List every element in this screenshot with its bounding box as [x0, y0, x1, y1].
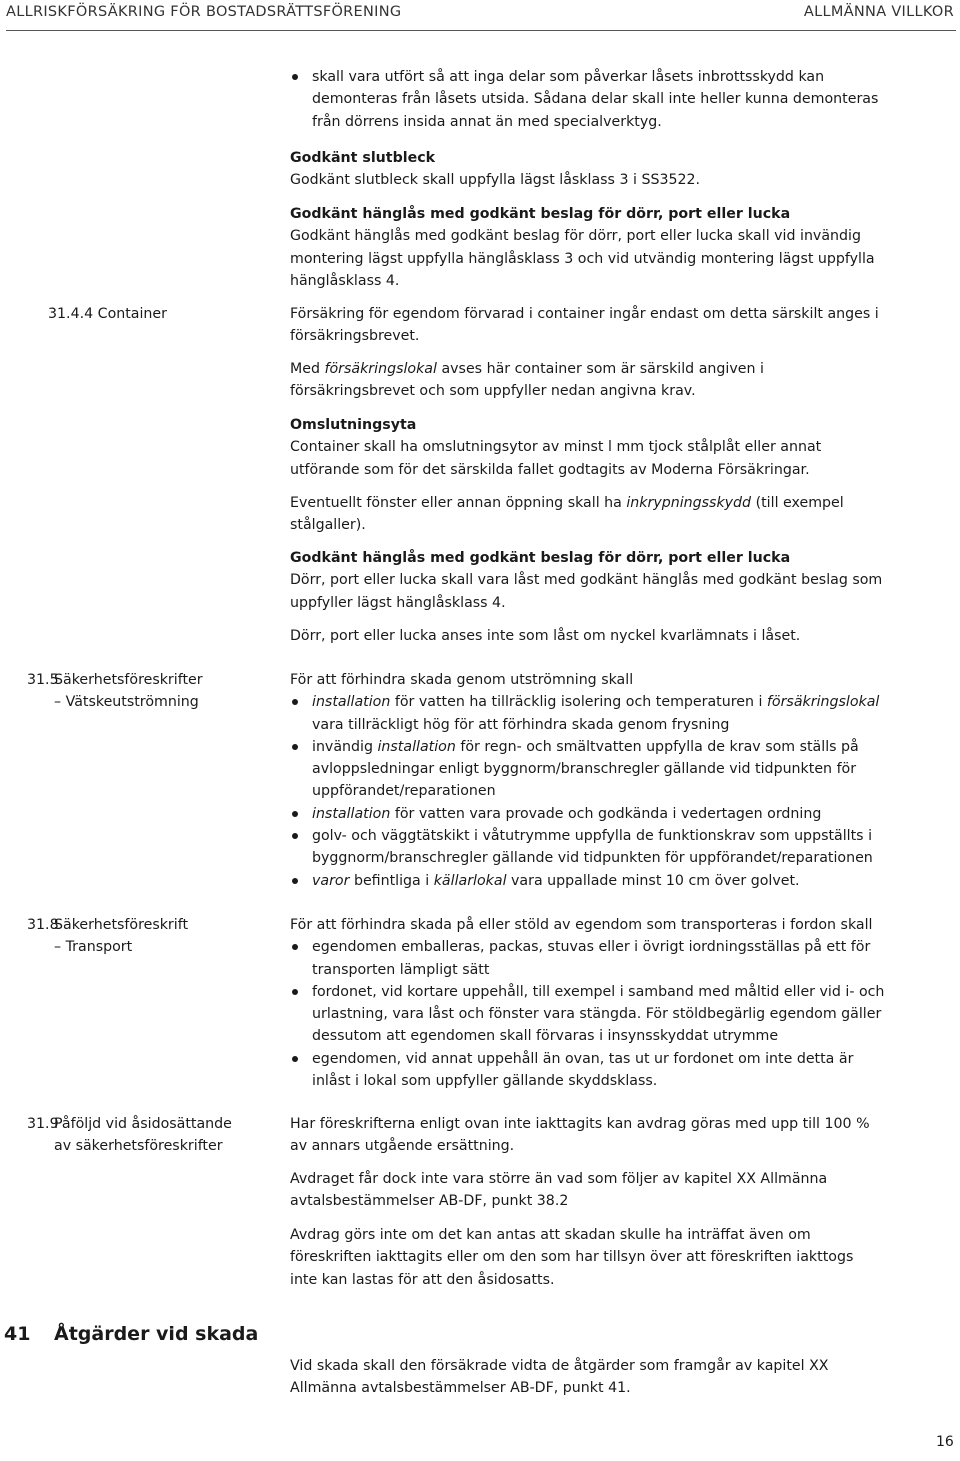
vatskeutstromning-block — [290, 669, 910, 892]
intro-text: För att förhindra skada genom utströmning skall — [290, 672, 634, 688]
page-number: 16 — [936, 1434, 954, 1450]
paragraph: Vid skada skall den försäkrade vidta de åtgärder som framgår av kapitel XX Allmänna avtalsbestämmelser AB-DF, punkt 41. — [290, 1358, 829, 1397]
chapter-number: 41 — [4, 1323, 31, 1345]
subsection-heading: Godkänt hänglås med godkänt beslag för dörr, port eller lucka — [290, 550, 791, 566]
subsection-heading: Godkänt hänglås med godkänt beslag för dörr, port eller lucka — [290, 206, 791, 222]
section-number: 31.4.4 — [48, 306, 94, 322]
section-number: 31.9 — [27, 1116, 59, 1132]
transport-block — [290, 914, 890, 1092]
window-paragraph: Eventuellt fönster eller annan öppning skall ha inkrypningsskydd (till exempel stålgaller). — [290, 495, 844, 534]
section-title: Container — [97, 306, 167, 322]
subsection-heading: Omslutningsyta — [290, 417, 417, 433]
chapter-title: Åtgärder vid skada — [54, 1323, 259, 1345]
document-title: ALLRISKFÖRSÄKRING FÖR BOSTADSRÄTTSFÖRENING — [6, 4, 402, 20]
list-item: installation för vatten vara provade och godkända i vedertagen ordning — [290, 803, 910, 825]
document-section-label: ALLMÄNNA VILLKOR — [803, 4, 954, 20]
list-item: installation för vatten ha tillräcklig isolering och temperaturen i försäkringslokal vara tillräckligt hög för att förhindra skada genom frysning — [290, 691, 910, 736]
container-definition: Med försäkringslokal avses här container som är särskild angiven i försäkringsbrevet och som uppfyller nedan angivna krav. — [290, 361, 764, 400]
omslutningsyta-block — [290, 414, 850, 481]
requirement-list — [290, 691, 910, 892]
section-title: Säkerhetsföreskrift — [54, 917, 189, 933]
section-title: Säkerhetsföreskrifter — [54, 672, 203, 688]
paragraph: Avdrag görs inte om det kan antas att skadan skulle ha inträffat även om föreskriften iakttagits eller om den som har tillsyn över att föreskriften iakttogs inte kan lastas för att den åsidosatts. — [290, 1227, 854, 1288]
paragraph: Container skall ha omslutningsytor av minst l mm tjock stålplåt eller annat utförande som för det särskilda fallet godtagits av Moderna Försäkringar. — [290, 439, 822, 478]
intro-text: För att förhindra skada på eller stöld av egendom som transporteras i fordon skall — [290, 917, 873, 933]
list-item: varor befintliga i källarlokal vara uppallade minst 10 cm över golvet. — [290, 870, 910, 892]
list-item: invändig installation för regn- och smältvatten uppfylla de krav som ställs på avloppsledningar enligt byggnorm/branschregler gällande vid tidpunkten för uppförandet/reparationen — [290, 736, 882, 803]
paragraph: Har föreskrifterna enligt ovan inte iakttagits kan avdrag göras med upp till 100 % av annars utgående ersättning. — [290, 1116, 870, 1155]
paragraph: Godkänt hänglås med godkänt beslag för dörr, port eller lucka skall vid invändig montering lägst uppfylla hänglåsklass 3 och vid utvändig montering lägst uppfylla hänglåsklass 4. — [290, 228, 875, 289]
list-item: fordonet, vid kortare uppehåll, till exempel i samband med måltid eller vid i- och urlastning, vara låst och fönster vara stängda. För stöldbegärlig egendom gäller dessutom att egendomen skall förvaras i insynsskyddat utrymme — [290, 981, 890, 1048]
paragraph: Avdraget får dock inte vara större än vad som följer av kapitel XX Allmänna avtalsbestämmelser AB-DF, punkt 38.2 — [290, 1171, 828, 1210]
requirement-list — [290, 936, 890, 1092]
list-item: skall vara utfört så att inga delar som påverkar låsets inbrottsskydd kan demonteras från låsets utsida. Sådana delar skall inte heller kunna demonteras från dörrens insida annat än med specialverktyg. — [290, 66, 890, 133]
container-hanglas-block — [290, 547, 890, 614]
hanglas-block — [290, 203, 890, 292]
paragraph: Godkänt slutbleck skall uppfylla lägst låsklass 3 i SS3522. — [290, 172, 701, 189]
list-item: egendomen emballeras, packas, stuvas eller i övrigt iordningsställas på ett för transporten lämpligt sätt — [290, 936, 890, 981]
paragraph: Dörr, port eller lucka anses inte som låst om nyckel kvarlämnats i låset. — [290, 628, 801, 644]
paragraph: Dörr, port eller lucka skall vara låst med godkänt hänglås med godkänt beslag som uppfyller lägst hänglåsklass 4. — [290, 572, 883, 611]
subsection-heading: Godkänt slutbleck — [290, 150, 436, 166]
section-subtitle: – Transport — [54, 939, 133, 955]
list-item: golv- och väggtätskikt i våtutrymme uppfylla de funktionskrav som uppställts i byggnorm/branschregler gällande vid tidpunkten för uppförandet/reparationen — [290, 825, 910, 870]
section-subtitle: – Vätskeutströmning — [54, 694, 199, 710]
container-paragraph: Försäkring för egendom förvarad i container ingår endast om detta särskilt anges i försäkringsbrevet. — [290, 306, 879, 345]
list-item: egendomen, vid annat uppehåll än ovan, tas ut ur fordonet om inte detta är inlåst i lokal som uppfyller gällande skyddsklass. — [290, 1048, 890, 1093]
section-number: 31.5 — [27, 672, 59, 688]
section-subtitle: av säkerhetsföreskrifter — [54, 1138, 223, 1154]
slutbleck-block — [290, 147, 910, 192]
lock-requirement-item — [290, 66, 890, 133]
page-header — [6, 0, 956, 31]
section-number: 31.8 — [27, 917, 59, 933]
section-title: Påföljd vid åsidosättande — [54, 1116, 232, 1132]
